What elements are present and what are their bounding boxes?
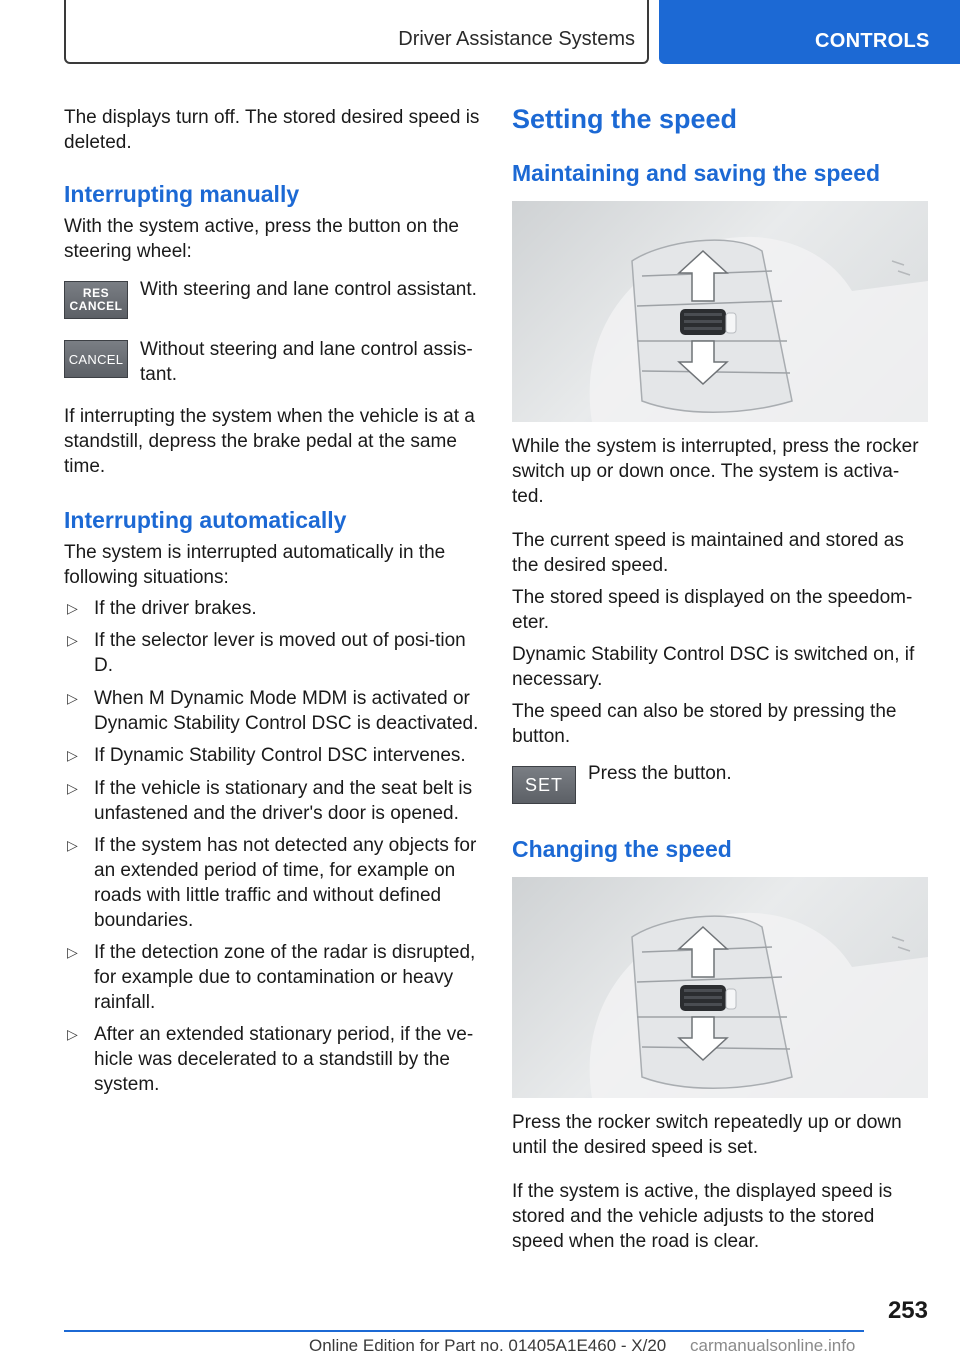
set-text: Press the button.	[588, 763, 732, 784]
bullet-text: If the selector lever is moved out of posi‐tion D.	[94, 630, 466, 676]
bullet-text: After an extended stationary period, if the ve‐hicle was decelerated to a standstill by the system.	[94, 1024, 474, 1095]
maintain-p3: The stored speed is displayed on the speedom‐eter.	[512, 587, 913, 633]
triangle-bullet-icon: ▷	[67, 632, 78, 648]
bullet-text: If the detection zone of the radar is disrupted, for example due to contamination or heavy rainfall.	[94, 942, 476, 1013]
heading-interrupting-manually: Interrupting manually	[64, 181, 300, 207]
intro-text: The displays turn off. The stored desired speed is deleted.	[64, 107, 480, 153]
page-number: 253	[887, 1297, 928, 1324]
triangle-bullet-icon: ▷	[67, 690, 78, 706]
heading-maintaining-saving: Maintaining and saving the speed	[512, 160, 881, 186]
option2-text: Without steering and lane control assis‐tant.	[140, 339, 473, 385]
header-chapter-tab[interactable]	[659, 0, 960, 64]
header-section-title: Driver Assistance Systems	[398, 28, 635, 50]
option1-text: With steering and lane control assistant.	[140, 279, 477, 300]
res-label: RES	[82, 286, 110, 300]
cancel-icon-label: CANCEL	[68, 351, 124, 367]
maintain-p1: While the system is interrupted, press the rocker switch up or down once. The system is activa‐ted.	[512, 436, 919, 507]
set-label: SET	[524, 774, 563, 795]
triangle-bullet-icon: ▷	[67, 837, 78, 853]
maintain-p5: The speed can also be stored by pressing the button.	[512, 701, 897, 747]
rocker-switch-illustration-icon	[512, 877, 928, 1098]
rocker-switch-illustration-icon	[512, 201, 928, 422]
header-chapter-label: CONTROLS	[815, 30, 930, 52]
bullet-text: When M Dynamic Mode MDM is activated or Dynamic Stability Control DSC is deactivated.	[94, 688, 479, 734]
bullet-text: If Dynamic Stability Control DSC intervenes.	[94, 745, 466, 766]
cancel-label: CANCEL	[69, 299, 123, 313]
footer-watermark[interactable]: carmanualsonline.info	[690, 1336, 856, 1355]
maintain-p2: The current speed is maintained and stored as the desired speed.	[512, 530, 904, 576]
footer-edition: Online Edition for Part no. 01405A1E460 - X/20	[309, 1336, 667, 1355]
bullet-text: If the driver brakes.	[94, 598, 257, 619]
bullet-text: If the vehicle is stationary and the seat belt is unfastened and the driver's door is opened.	[94, 778, 473, 824]
triangle-bullet-icon: ▷	[67, 600, 78, 616]
steering-wheel-rocker-switch-image	[512, 201, 928, 422]
heading-setting-the-speed: Setting the speed	[512, 104, 738, 134]
automatic-text: The system is interrupted automatically in the following situations:	[64, 542, 446, 588]
steering-wheel-rocker-switch-image-2	[512, 877, 928, 1098]
triangle-bullet-icon: ▷	[67, 944, 78, 960]
footer-divider	[64, 1330, 864, 1332]
triangle-bullet-icon: ▷	[67, 747, 78, 763]
standstill-text: If interrupting the system when the vehicle is at a standstill, depress the brake pedal at the same time.	[64, 406, 475, 477]
set-button-icon	[512, 766, 576, 804]
triangle-bullet-icon: ▷	[67, 780, 78, 796]
res-cancel-button-icon	[64, 281, 128, 319]
cancel-button-icon	[64, 340, 128, 378]
triangle-bullet-icon: ▷	[67, 1026, 78, 1042]
maintain-p4: Dynamic Stability Control DSC is switched on, if necessary.	[512, 644, 915, 690]
heading-changing-the-speed: Changing the speed	[512, 836, 732, 862]
manual-text: With the system active, press the button on the steering wheel:	[64, 216, 459, 262]
header-section-box	[64, 0, 649, 64]
change-p1: Press the rocker switch repeatedly up or down until the desired speed is set.	[512, 1112, 902, 1158]
heading-interrupting-automatically: Interrupting automatically	[64, 507, 347, 533]
bullet-text: If the system has not detected any objects for an extended period of time, for example on roads with little traffic and without defined boundaries.	[94, 835, 477, 931]
change-p2: If the system is active, the displayed speed is stored and the vehicle adjusts to the stored speed when the road is clear.	[512, 1181, 893, 1252]
